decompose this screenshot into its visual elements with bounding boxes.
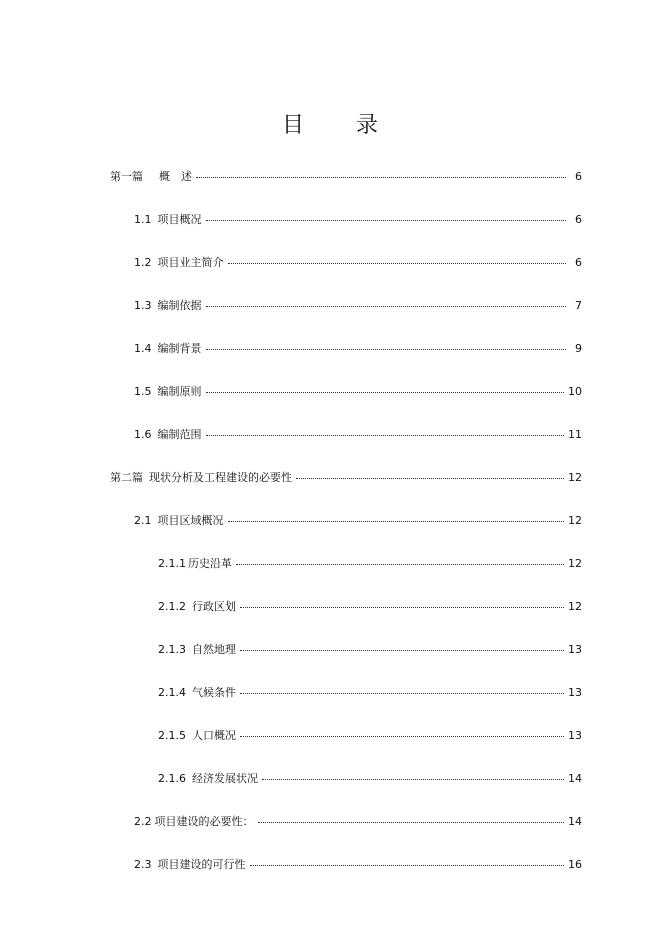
toc-entry-label: 历史沿革 [188, 557, 232, 570]
toc-entry[interactable] [134, 514, 582, 528]
toc-entry-number: 1.5 [134, 385, 152, 398]
toc-leader [240, 736, 564, 737]
toc-entry-number: 1.2 [134, 256, 152, 269]
toc-entry-label: 项目建设的可行性 [157, 858, 246, 871]
toc-leader [206, 349, 567, 350]
toc-entry[interactable] [110, 471, 582, 485]
toc-entry[interactable] [134, 428, 582, 442]
toc-leader [206, 392, 565, 393]
toc-leader [228, 521, 565, 522]
toc-leader [206, 435, 565, 436]
toc-entry-page: 12 [568, 514, 582, 527]
toc-entry-number: 2.1.1 [158, 557, 186, 570]
toc-entry-label: 气候条件 [192, 686, 236, 699]
toc-leader [240, 693, 564, 694]
toc-leader [236, 564, 564, 565]
toc-entry-label: 概 述 [159, 170, 192, 183]
toc-entry[interactable] [134, 256, 582, 270]
toc-entry-number: 1.3 [134, 299, 152, 312]
toc-entry-number: 2.1.2 [158, 600, 186, 613]
toc-entry-number: 2.1.6 [158, 772, 186, 785]
toc-entry-number: 1.4 [134, 342, 152, 355]
toc-entry-label: 行政区划 [192, 600, 236, 613]
toc-leader [206, 220, 567, 221]
toc-entry[interactable] [134, 385, 582, 399]
toc-entry-number: 2.3 [134, 858, 152, 871]
toc-entry[interactable] [134, 342, 582, 356]
toc-entry-page: 12 [568, 471, 582, 484]
toc-leader [228, 263, 567, 264]
toc-entry[interactable] [158, 557, 582, 571]
toc-entry-page: 11 [568, 428, 582, 441]
toc-entry-number: 2.1 [134, 514, 152, 527]
toc-entry-label: 人口概况 [192, 729, 236, 742]
toc-title-char-2: 录 [356, 113, 381, 138]
toc-entry-label: 项目区域概况 [157, 514, 224, 527]
toc-entry[interactable] [110, 170, 582, 184]
toc-entry-label: 编制范围 [157, 428, 202, 441]
toc-entry-page: 13 [568, 643, 582, 656]
toc-entry-page: 13 [568, 729, 582, 742]
toc-entry[interactable] [158, 729, 582, 743]
toc-entry[interactable] [134, 858, 582, 872]
toc-entry-page: 9 [575, 342, 582, 355]
toc-entry[interactable] [158, 772, 582, 786]
toc-leader [240, 607, 564, 608]
toc-entry-page: 6 [575, 170, 582, 183]
toc-entry-number: 第二篇 [110, 471, 143, 484]
toc-entry-number: 1.1 [134, 213, 152, 226]
toc-entry-label: 编制背景 [157, 342, 202, 355]
toc-entry-number: 2.1.5 [158, 729, 186, 742]
toc-leader [296, 478, 564, 479]
toc-entry-page: 7 [575, 299, 582, 312]
toc-entry-page: 6 [575, 213, 582, 226]
toc-title-char-1: 目 [281, 113, 306, 138]
toc-entry-page: 10 [568, 385, 582, 398]
toc-entry[interactable] [158, 600, 582, 614]
toc-leader [240, 650, 564, 651]
toc-entry-label: 项目建设的必要性： [154, 815, 254, 828]
toc-entry[interactable] [158, 686, 582, 700]
toc-entry-label: 项目概况 [157, 213, 202, 226]
toc-entry-number: 1.6 [134, 428, 152, 441]
toc-entry-label: 编制依据 [157, 299, 202, 312]
toc-leader [196, 177, 566, 178]
toc-entry-label: 项目业主简介 [157, 256, 224, 269]
toc-entry[interactable] [134, 815, 582, 829]
toc-entry-page: 14 [568, 815, 582, 828]
toc-entry-label: 自然地理 [192, 643, 236, 656]
toc-entry-number: 2.1.4 [158, 686, 186, 699]
toc-entry-page: 13 [568, 686, 582, 699]
toc-leader [262, 779, 564, 780]
toc-title [0, 108, 662, 139]
toc-entry-page: 16 [568, 858, 582, 871]
toc-entry-page: 12 [568, 600, 582, 613]
toc-entry-label: 现状分析及工程建设的必要性 [149, 471, 292, 484]
toc-entry[interactable] [158, 643, 582, 657]
toc-leader [206, 306, 567, 307]
toc-entry-number: 2.2 [134, 815, 152, 828]
toc-leader [250, 865, 565, 866]
toc-entry[interactable] [134, 213, 582, 227]
toc-leader [258, 822, 565, 823]
toc-entry-label: 经济发展状况 [192, 772, 258, 785]
toc-entry-label: 编制原则 [157, 385, 202, 398]
toc-entry[interactable] [134, 299, 582, 313]
toc-entry-page: 14 [568, 772, 582, 785]
toc-entry-page: 12 [568, 557, 582, 570]
toc-entry-number: 2.1.3 [158, 643, 186, 656]
toc-entry-page: 6 [575, 256, 582, 269]
toc-entry-number: 第一篇 [110, 170, 143, 183]
